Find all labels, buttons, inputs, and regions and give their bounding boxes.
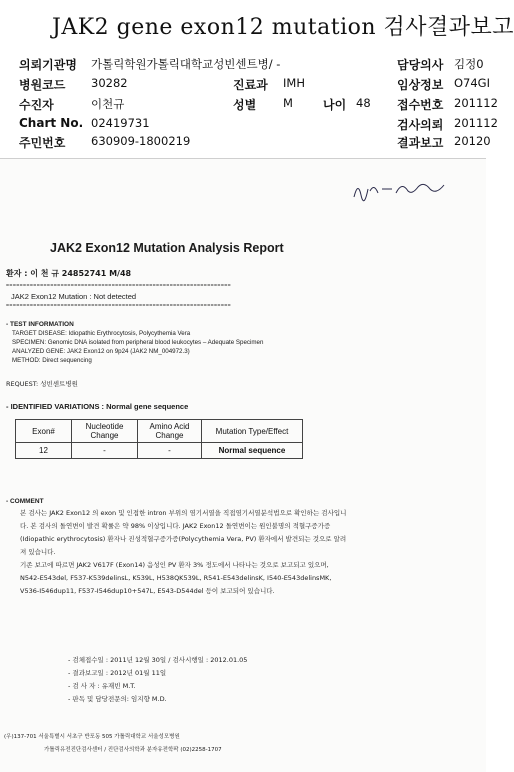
age-value: 48: [356, 96, 371, 110]
request: REQUEST: 성빈센트병원: [6, 380, 78, 388]
sex-value: M: [283, 96, 293, 110]
referring-institution-value: 가톨릭학원가톨릭대학교성빈센트병/ -: [91, 57, 281, 71]
patient-name-value: 이천규: [91, 97, 125, 111]
result-report-label: 결과보고: [397, 136, 444, 150]
report-title: JAK2 Exon12 Mutation Analysis Report: [50, 241, 284, 255]
department-label: 진료과: [233, 78, 268, 92]
footer-line: - 검체접수일 : 2011년 12월 30일 / 검사시행일 : 2012.01.05: [68, 656, 248, 664]
table-cell: Normal sequence: [202, 443, 303, 459]
chart-no-label: Chart No.: [19, 116, 84, 130]
comment-paragraph: 기존 보고에 따르면 JAK2 V617F (Exon14) 음성인 PV 환자 3% 정도에서 나타나는 것으로 보고되고 있으며, N542-E543del, F537-K539delinsL, K539L, H538QK539L, R541-E543delinsK, I540-E543delinsMK, V536-I546dup11, F537-I546dup10+547L, E543-D544del 등이 보고되어 있습니다.: [20, 561, 332, 595]
patient-name-label: 수진자: [19, 98, 54, 112]
variations-table: [15, 419, 303, 459]
test-info-heading: - TEST INFORMATION: [6, 321, 74, 328]
address-line: 가톨릭유전진단검사센터 / 진단검사의학과 분자유전학팍 (02)2258-1707: [44, 747, 222, 753]
method: METHOD: Direct sequencing: [12, 357, 92, 364]
footer-line: - 판독 및 담당전문의: 임지향 M.D.: [68, 695, 167, 703]
divider-rule: ==================================================================: [6, 283, 232, 289]
summary-result: JAK2 Exon12 Mutation : Not detected: [11, 292, 137, 301]
age-label: 나이: [323, 98, 347, 112]
sex-label: 성별: [233, 98, 257, 112]
footer-line: - 검 사 자 : 유재빈 M.T.: [68, 682, 136, 690]
attending-physician-value: 김정0: [454, 57, 484, 71]
footer-line: - 결과보고일 : 2012년 01월 11일: [68, 669, 167, 677]
address-line: (우)137-701 서울특별시 서초구 반포동 505 가톨릭대학교 서울성모병원: [4, 734, 180, 740]
svg-text:사진~: 사진~: [352, 177, 355, 178]
resident-number-value: 630909-1800219: [91, 134, 191, 148]
attending-physician-label: 담당의사: [397, 58, 444, 72]
specimen: SPECIMEN: Genomic DNA isolated from peripheral blood leukocytes – Adequate Specimen: [12, 339, 264, 346]
variations-heading: - IDENTIFIED VARIATIONS : Normal gene sequence: [6, 402, 189, 411]
clinical-info-label: 임상정보: [397, 78, 444, 92]
department-value: IMH: [283, 76, 305, 90]
table-header: Mutation Type/Effect: [202, 420, 303, 443]
test-request-value: 201112: [454, 116, 498, 130]
target-disease: TARGET DISEASE: Idiopathic Erythrocytosis, Polycythemia Vera: [12, 330, 191, 337]
accession-number-value: 201112: [454, 96, 498, 110]
table-header: Amino Acid Change: [138, 420, 202, 443]
comment-paragraph: 본 검사는 JAK2 Exon12 의 exon 및 인접한 intron 부위의 염기서열을 직접염기서열분석법으로 확인하는 검사입니다. 본 검사의 돌연변이 발견 확률은 약 98% 이상입니다. JAK2 Exon12 돌연변이는 원인불명의 적혈구증가증(Idiopathic erythrocytosis) 환자나 진성적혈구증가증(Polycythemia Vera, PV) 환자에서 발견되는 것으로 알려져 있습니다.: [20, 509, 347, 556]
divider-rule: ==================================================================: [6, 303, 232, 309]
scanned-report: [0, 158, 486, 772]
patient-line: 환자 : 이 천 규 24852741 M/48: [6, 269, 132, 278]
hospital-code-label: 병원코드: [19, 78, 66, 92]
chart-no-value: 02419731: [91, 116, 150, 130]
table-cell: 12: [16, 443, 72, 459]
clinical-info-value: O74GI: [454, 76, 490, 90]
resident-number-label: 주민번호: [19, 136, 66, 150]
comment-heading: - COMMENT: [6, 498, 44, 505]
table-header: Exon#: [16, 420, 72, 443]
analyzed-gene: ANALYZED GENE: JAK2 Exon12 on 9p24 (JAK2 NM_004972.3): [12, 348, 190, 355]
accession-number-label: 접수번호: [397, 98, 444, 112]
table-cell: -: [138, 443, 202, 459]
result-report-value: 20120: [454, 134, 491, 148]
page-title: JAK2 gene exon12 mutation 검사결과보고: [52, 15, 514, 40]
signature-scribble: [352, 177, 452, 201]
referring-institution-label: 의뢰기관명: [19, 58, 77, 72]
table-header: Nucleotide Change: [72, 420, 138, 443]
table-cell: -: [72, 443, 138, 459]
hospital-code-value: 30282: [91, 76, 128, 90]
test-request-label: 검사의뢰: [397, 118, 444, 132]
